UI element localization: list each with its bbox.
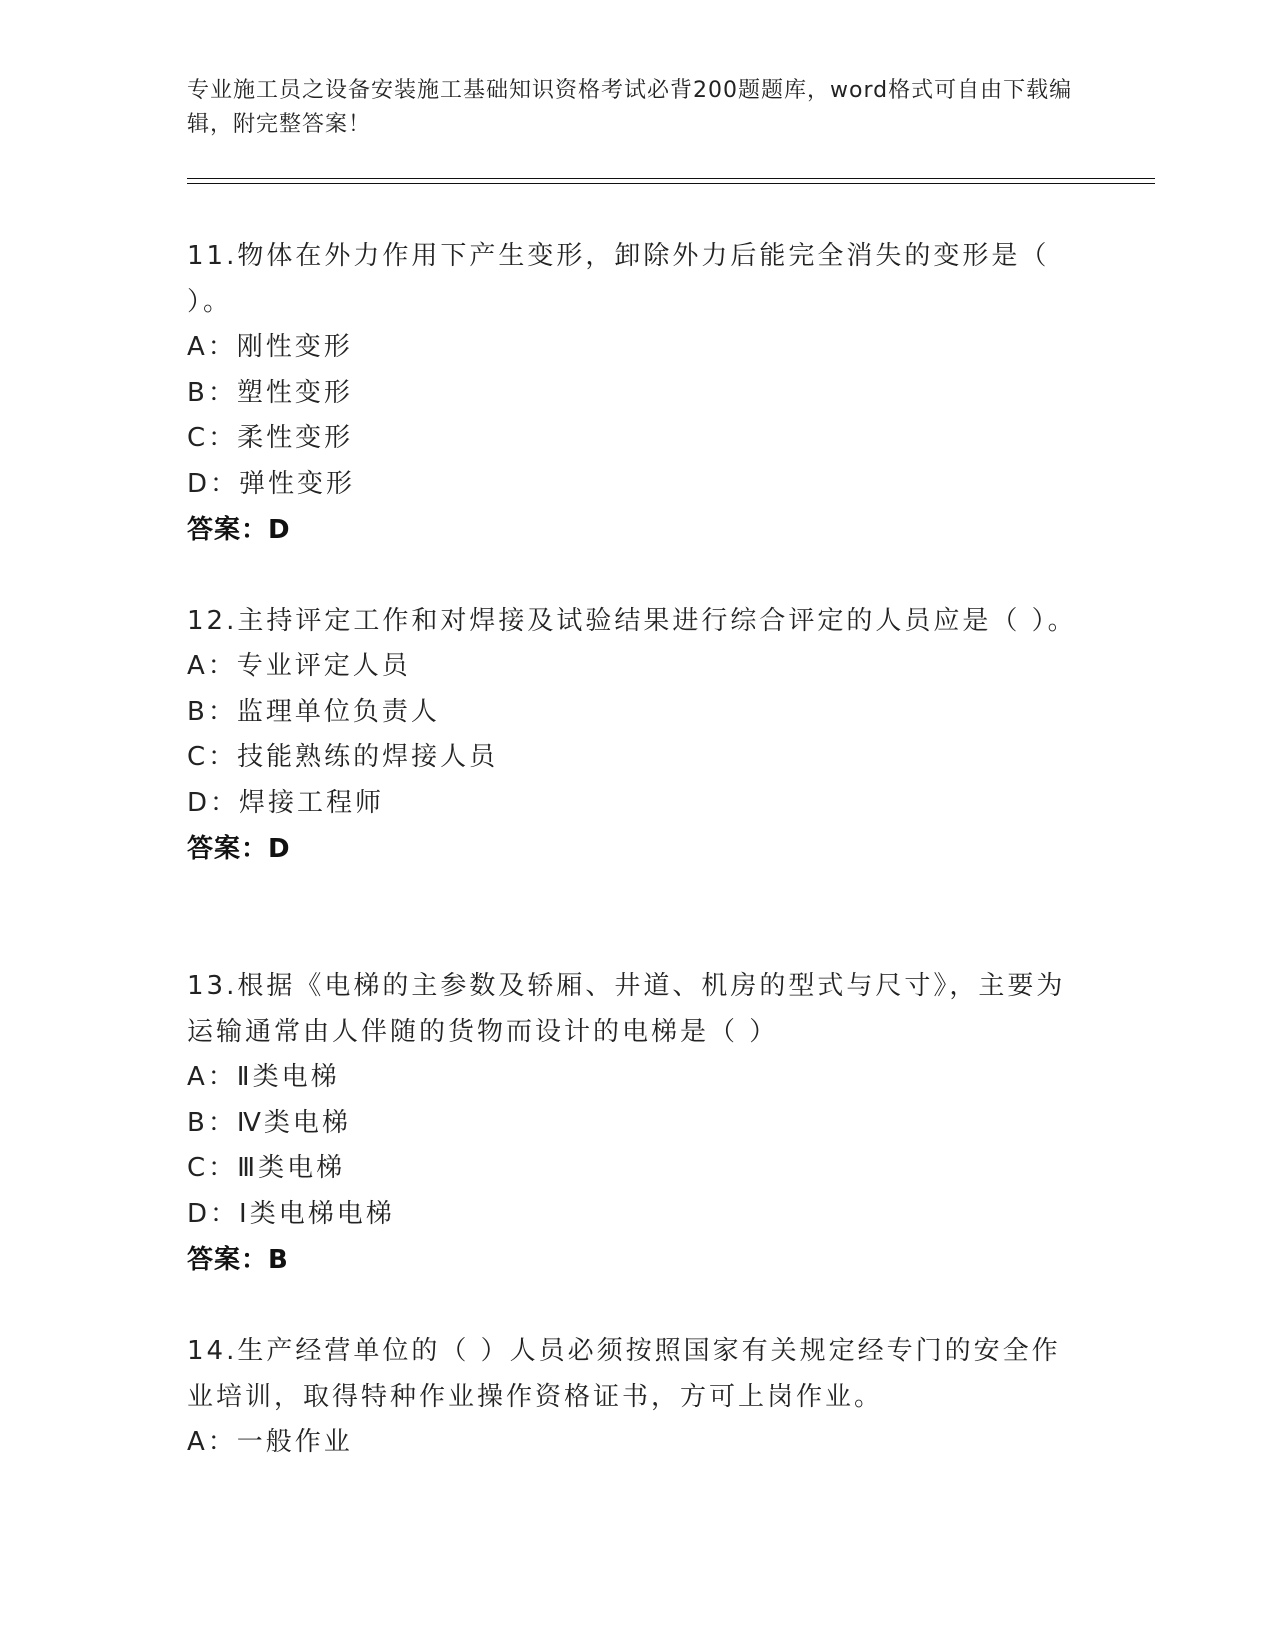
question-14	[187, 1328, 1087, 1466]
answer-label: 答案：D	[187, 834, 291, 864]
option-b: B：塑性变形	[187, 377, 353, 408]
option-a: A：Ⅱ类电梯	[187, 1062, 340, 1092]
question-text: 14.生产经营单位的（ ）人员必须按照国家有关规定经专门的安全作业培训，取得特种作业操作资格证书，方可上岗作业。	[187, 1336, 1061, 1412]
header-divider-top	[187, 178, 1155, 179]
question-text: 11.物体在外力作用下产生变形，卸除外力后能完全消失的变形是（ ）。	[187, 241, 1050, 317]
answer-label: 答案：D	[187, 515, 291, 545]
question-text: 13.根据《电梯的主参数及轿厢、井道、机房的型式与尺寸》，主要为运输通常由人伴随的货物而设计的电梯是（ ）	[187, 971, 1066, 1047]
option-c: C：柔性变形	[187, 423, 354, 453]
question-text: 12.主持评定工作和对焊接及试验结果进行综合评定的人员应是（ ）。	[187, 606, 1077, 636]
option-c: C：Ⅲ类电梯	[187, 1153, 346, 1183]
answer-label: 答案：B	[187, 1245, 289, 1275]
option-b: B：Ⅳ类电梯	[187, 1107, 351, 1138]
option-a: A：专业评定人员	[187, 651, 411, 681]
document-header	[187, 74, 1087, 142]
option-a: A：一般作业	[187, 1427, 353, 1457]
option-d: D：弹性变形	[187, 468, 356, 499]
option-d: D：Ⅰ类电梯电梯	[187, 1198, 395, 1229]
header-divider-bottom	[187, 183, 1155, 184]
option-c: C：技能熟练的焊接人员	[187, 742, 499, 772]
option-d: D：焊接工程师	[187, 787, 385, 818]
option-b: B：监理单位负责人	[187, 696, 440, 727]
header-title: 专业施工员之设备安装施工基础知识资格考试必背200题题库，word格式可自由下载编辑，附完整答案！	[187, 78, 1073, 137]
option-a: A：刚性变形	[187, 332, 353, 362]
question-11	[187, 233, 1087, 553]
question-12	[187, 598, 1087, 872]
question-13	[187, 963, 1087, 1283]
